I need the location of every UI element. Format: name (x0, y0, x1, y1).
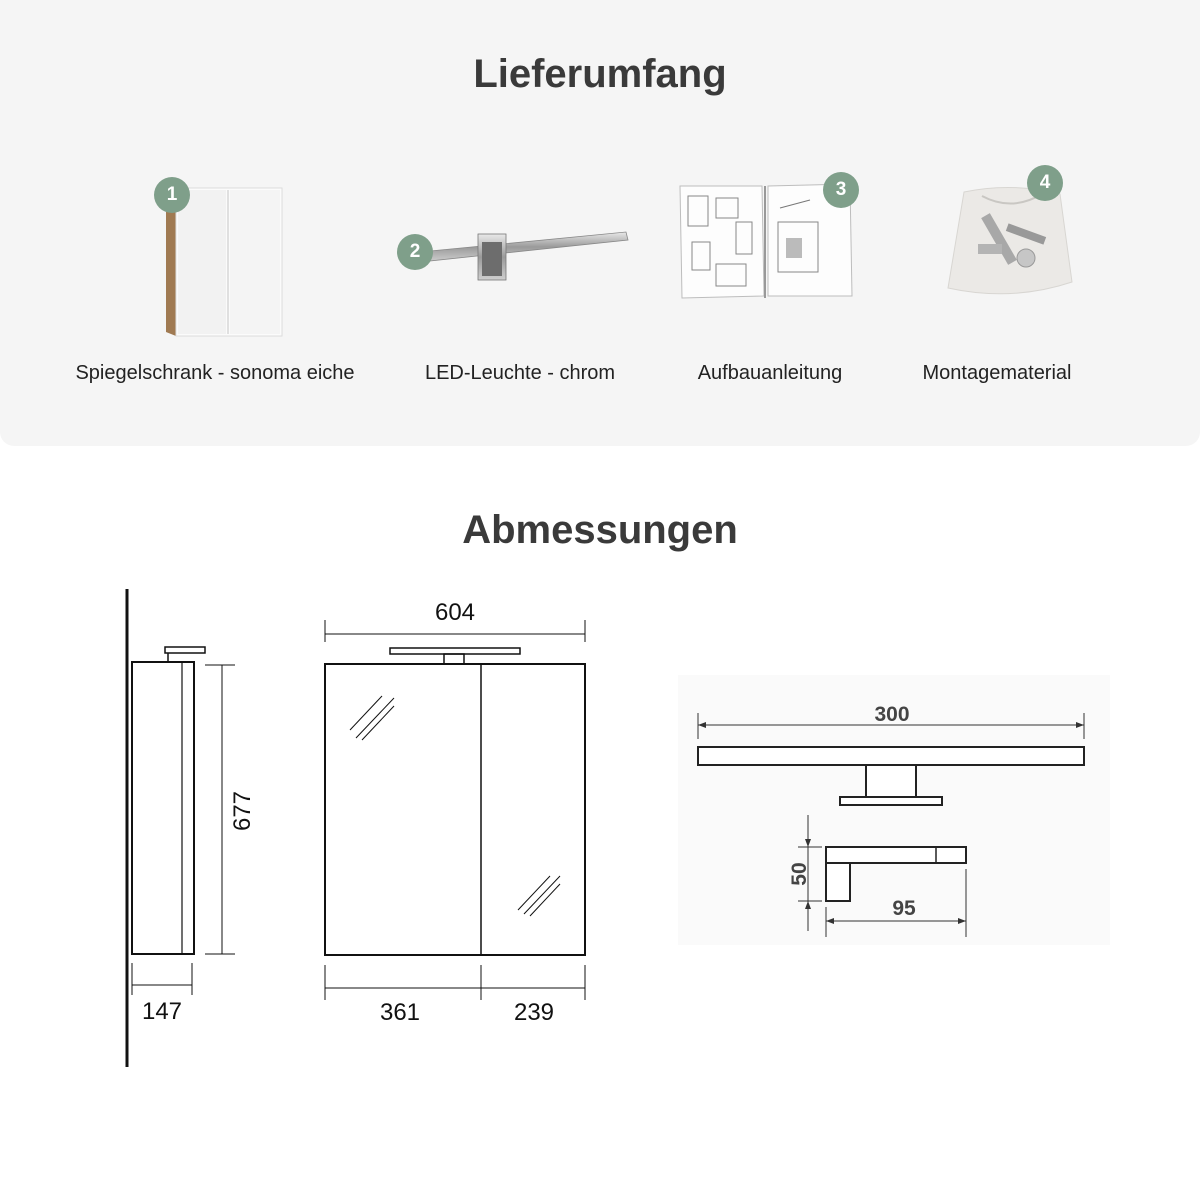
dimension-height-label: 677 (229, 790, 256, 832)
item-number-badge: 2 (397, 234, 433, 270)
item-label-led: LED-Leuchte - chrom (424, 362, 616, 384)
dimension-left-door-label: 361 (379, 999, 421, 1026)
item-label-cabinet: Spiegelschrank - sonoma eiche (75, 362, 355, 384)
item-label-manual: Aufbauanleitung (697, 362, 843, 384)
dimension-lamp-depth-label: 95 (892, 897, 916, 920)
dimensions-title: Abmessungen (462, 508, 738, 552)
delivery-item-hardware (942, 172, 1082, 306)
item-number-badge: 4 (1027, 165, 1063, 201)
lamp-drawing (678, 675, 1110, 945)
dimension-right-door-label: 239 (513, 999, 555, 1026)
dimension-lamp-height-label: 50 (788, 862, 811, 886)
cabinet-side-drawing (110, 585, 280, 1075)
dimension-depth-label: 147 (141, 998, 183, 1025)
item-label-hardware: Montagematerial (922, 362, 1072, 384)
hardware-bag-icon (942, 172, 1082, 306)
dimension-width-label: 604 (434, 599, 476, 626)
item-number-badge: 3 (823, 172, 859, 208)
item-number-badge: 1 (154, 177, 190, 213)
delivery-title: Lieferumfang (473, 52, 727, 96)
cabinet-front-drawing (310, 590, 600, 1040)
dimension-lamp-width-label: 300 (874, 703, 910, 726)
